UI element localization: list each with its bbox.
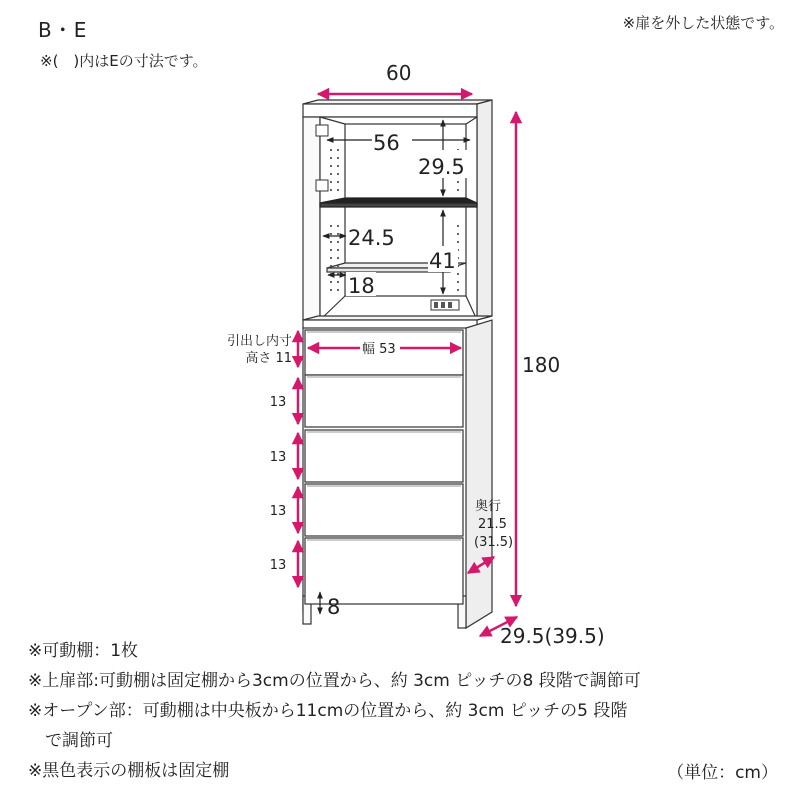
lower-side-panel xyxy=(466,320,492,628)
pin-hole xyxy=(337,265,339,267)
pin-hole xyxy=(337,225,339,227)
pin-hole xyxy=(457,189,459,191)
pin-hole xyxy=(337,233,339,235)
drawer-front xyxy=(305,484,463,536)
pin-hole xyxy=(457,289,459,291)
middle-board-front xyxy=(303,320,477,328)
label-upper-height: 29.5 xyxy=(418,155,465,179)
pin-hole xyxy=(337,181,339,183)
note-fixed-shelf: ※黒色表示の棚板は固定棚 xyxy=(28,761,230,781)
note-open-part: ※オープン部：可動棚は中央板から11cmの位置から、約 3cm ピッチの5 段階 xyxy=(28,701,628,721)
hinge-top xyxy=(316,125,328,136)
label-drawer-height: 13 xyxy=(269,558,287,573)
label-inner-depth: 奥行 xyxy=(475,499,502,514)
label-drawer-height: 13 xyxy=(269,395,287,410)
pin-hole xyxy=(337,249,339,251)
label-drawer-height: 13 xyxy=(269,450,287,465)
pin-hole xyxy=(457,181,459,183)
label-width-top: 60 xyxy=(386,61,412,85)
unit-label: （単位：cm） xyxy=(667,763,778,783)
pin-hole xyxy=(457,233,459,235)
pin-hole xyxy=(337,157,339,159)
pin-hole xyxy=(457,225,459,227)
pin-hole xyxy=(330,233,332,235)
pin-hole xyxy=(330,249,332,251)
power-outlet xyxy=(431,300,459,310)
note-movable-shelf: ※可動棚：1枚 xyxy=(28,641,139,661)
pin-hole xyxy=(457,241,459,243)
label-drawer-inner-line1: 引出し内寸 xyxy=(226,334,292,349)
label-drawer-inner-line2: 高さ 11 xyxy=(245,351,292,366)
upper-left-panel xyxy=(303,117,320,320)
pin-hole xyxy=(337,257,339,259)
label-inner-depth-value: 21.5 xyxy=(478,517,507,532)
pin-hole xyxy=(457,281,459,283)
door-removed-note: ※扉を外した状態です。 xyxy=(622,14,784,32)
label-inner-depth-e: (31.5) xyxy=(474,535,514,550)
model-title: B・E xyxy=(38,18,88,42)
pin-hole xyxy=(457,273,459,275)
pin-hole xyxy=(337,165,339,167)
drawer-height-labels xyxy=(270,395,287,573)
top-board-front xyxy=(303,104,477,117)
pin-hole xyxy=(330,157,332,159)
label-inner-width: 56 xyxy=(373,131,400,155)
middle-board xyxy=(303,316,492,320)
pin-hole xyxy=(337,173,339,175)
pin-hole xyxy=(337,189,339,191)
pin-hole xyxy=(330,257,332,259)
upper-side-panel xyxy=(477,100,492,320)
drawer-front xyxy=(305,430,463,482)
pin-hole xyxy=(330,165,332,167)
pin-hole xyxy=(330,289,332,291)
pin-hole xyxy=(330,225,332,227)
label-foot-height: 8 xyxy=(327,595,341,619)
pin-hole xyxy=(330,149,332,151)
pin-hole xyxy=(330,281,332,283)
pin-hole xyxy=(330,241,332,243)
hinge-bottom xyxy=(316,180,328,191)
label-open-height: 41 xyxy=(429,249,456,273)
label-outer-depth: 29.5(39.5) xyxy=(500,624,605,648)
label-drawer-height: 13 xyxy=(269,504,287,519)
pin-hole xyxy=(337,241,339,243)
label-open-depth: 24.5 xyxy=(348,226,395,250)
label-total-height: 180 xyxy=(522,353,561,377)
pin-hole xyxy=(330,189,332,191)
pin-hole xyxy=(337,289,339,291)
label-drawer-width: 幅 53 xyxy=(362,342,396,357)
pin-hole xyxy=(330,181,332,183)
pin-hole xyxy=(337,281,339,283)
note-open-part-cont: で調節可 xyxy=(28,731,113,751)
drawers xyxy=(305,330,463,604)
fixed-shelf-front xyxy=(320,203,477,207)
size-note: ※( )内はEの寸法です。 xyxy=(40,52,208,70)
note-upper-door: ※上扉部:可動棚は固定棚から3cmの位置から、約 3cm ピッチの8 段階で調節可 xyxy=(28,671,641,691)
drawer-front xyxy=(305,375,463,427)
fixed-shelf xyxy=(320,198,477,203)
label-shelf-depth: 18 xyxy=(348,274,375,298)
pin-hole xyxy=(330,265,332,267)
pin-hole xyxy=(330,173,332,175)
pin-hole xyxy=(337,149,339,151)
